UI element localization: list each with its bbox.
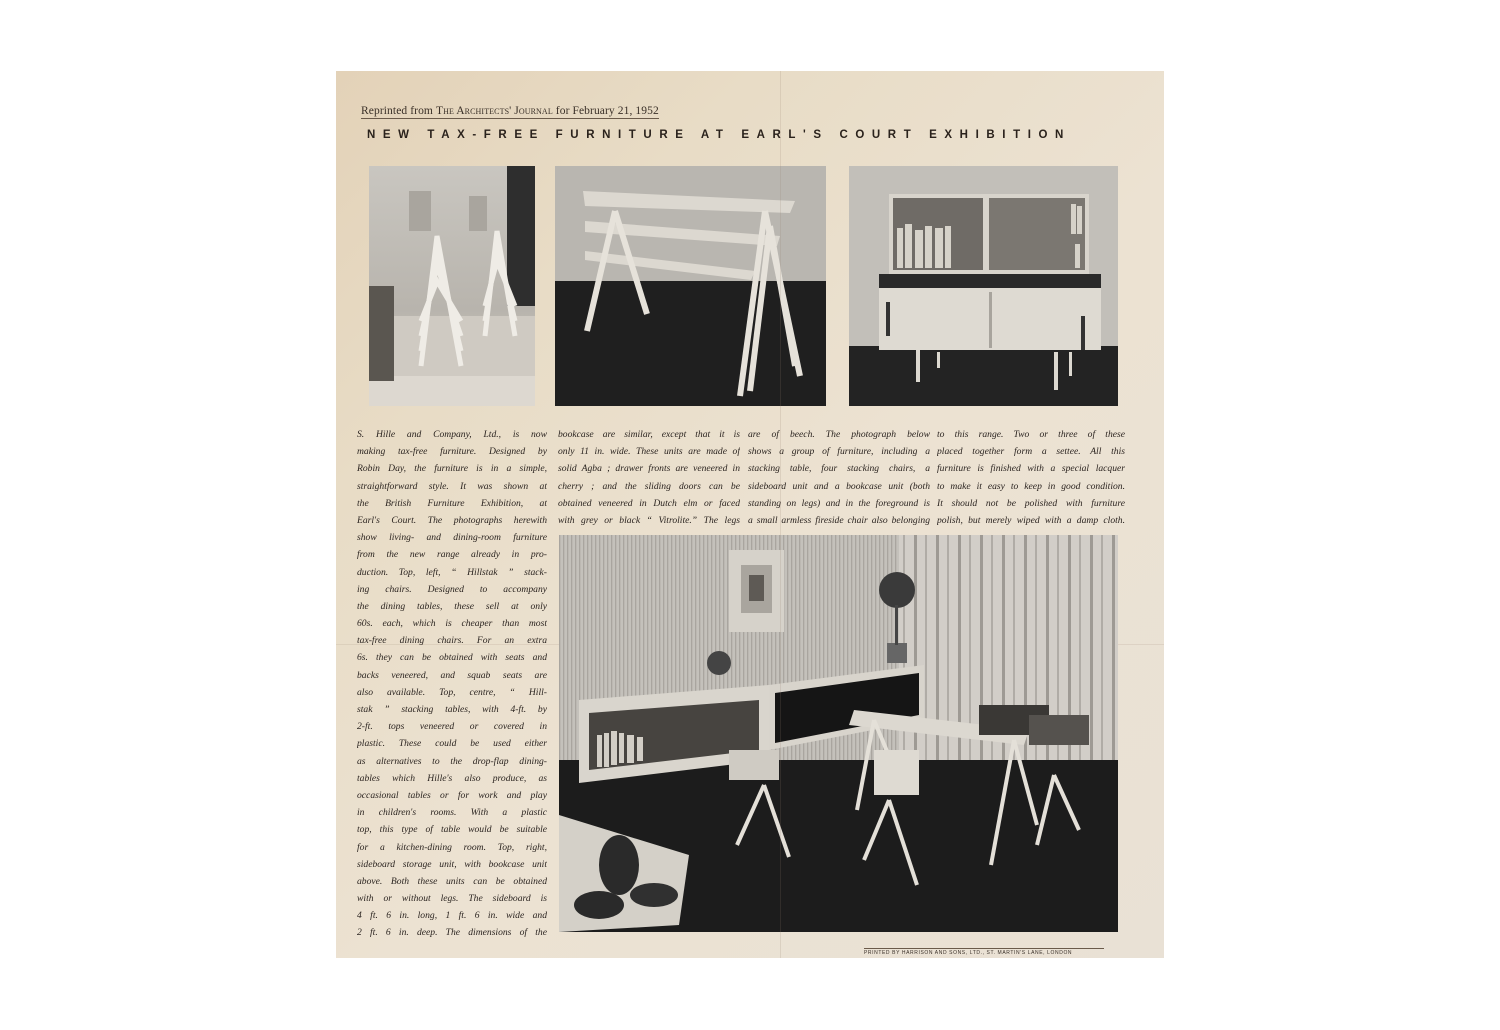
reprint-line [361, 105, 659, 119]
text-line: the dining tables, these sell at only [357, 600, 547, 612]
text-line: obtained veneered in Dutch elm or faced [558, 497, 740, 509]
text-line: bookcase are similar, except that it is [558, 429, 740, 440]
text-column-3 [748, 426, 930, 529]
text-line: 2-ft. tops veneered or covered in [357, 721, 547, 733]
text-column-4 [937, 426, 1125, 529]
text-line: making tax-free furniture. Designed by [357, 446, 547, 458]
text-line: polish, but merely wiped with a damp cloth. [937, 514, 1125, 526]
photo-room-setting [559, 535, 1118, 932]
text-line: straightforward style. It was shown at [357, 480, 547, 492]
text-line: ing chairs. Designed to accompany [357, 583, 547, 595]
journal-name: The Architects' Journal [435, 105, 553, 117]
text-line: 60s. each, which is cheaper than most [357, 618, 547, 630]
text-line: furniture is finished with a special lacquer [937, 463, 1125, 475]
text-line: from the new range already in pro- [357, 549, 547, 561]
text-line: tax-free dining chairs. For an extra [357, 635, 547, 647]
text-line: Earl's Court. The photographs herewith [357, 514, 547, 526]
text-line: the British Furniture Exhibition, at [357, 497, 547, 509]
text-line: a small armless fireside chair also belonging [748, 514, 930, 526]
text-line: to this range. Two or three of these [937, 429, 1125, 440]
text-line: with or without legs. The sideboard is [357, 893, 547, 905]
text-line: with grey or black “ Vitrolite.” The legs [558, 514, 740, 526]
text-line: S. Hille and Company, Ltd., is now [357, 429, 547, 440]
text-line: above. Both these units can be obtained [357, 875, 547, 887]
text-line: as alternatives to the drop-flap dining- [357, 755, 547, 767]
text-line: 4 ft. 6 in. long, 1 ft. 6 in. wide and [357, 910, 547, 922]
text-line: It should not be polished with furniture [937, 497, 1125, 509]
printer-credit: PRINTED BY HARRISON AND SONS, LTD., ST. MARTIN'S LANE, LONDON [864, 948, 1104, 956]
text-line: sideboard unit and a bookcase unit (both [748, 480, 930, 492]
text-line: show living- and dining-room furniture [357, 532, 547, 544]
text-line: tables which Hille's also produce, as [357, 772, 547, 784]
text-line: Robin Day, the furniture is in a simple, [357, 463, 547, 475]
text-line: for a kitchen-dining room. Top, right, [357, 841, 547, 853]
photo-stacking-tables [555, 166, 826, 406]
reprint-page [336, 71, 1164, 958]
reprint-prefix: Reprinted from [361, 105, 436, 117]
text-line: top, this type of table would be suitable [357, 824, 547, 836]
text-line: standing on legs) and in the foreground is [748, 497, 930, 509]
text-column-2 [558, 426, 740, 529]
text-line: to make it easy to keep in good condition. [937, 480, 1125, 492]
text-line: placed together form a settee. All this [937, 446, 1125, 458]
text-line: solid Agba ; drawer fronts are veneered in [558, 463, 740, 475]
text-line: also available. Top, centre, “ Hill- [357, 686, 547, 698]
photo-stacking-chairs [369, 166, 535, 406]
text-line: only 11 in. wide. These units are made of [558, 446, 740, 458]
text-line: 2 ft. 6 in. deep. The dimensions of the [357, 927, 547, 939]
headline: NEW TAX-FREE FURNITURE AT EARL'S COURT EXHIBITION [367, 129, 1071, 141]
text-line: stak ” stacking tables, with 4-ft. by [357, 704, 547, 715]
photo-sideboard-bookcase [849, 166, 1118, 406]
text-line: cherry ; and the sliding doors can be [558, 480, 740, 492]
text-column-1 [357, 426, 547, 942]
text-line: stacking table, four stacking chairs, a [748, 463, 930, 475]
text-line: occasional tables or for work and play [357, 789, 547, 801]
text-line: in children's rooms. With a plastic [357, 807, 547, 819]
text-line: sideboard storage unit, with bookcase unit [357, 858, 547, 870]
text-line: plastic. These could be used either [357, 738, 547, 750]
text-line: shows a group of furniture, including a [748, 446, 930, 458]
text-line: 6s. they can be obtained with seats and [357, 652, 547, 664]
reprint-date: for February 21, 1952 [552, 105, 659, 117]
text-line: duction. Top, left, “ Hillstak ” stack- [357, 566, 547, 578]
text-line: backs veneered, and squab seats are [357, 669, 547, 681]
text-line: are of beech. The photograph below [748, 429, 930, 440]
